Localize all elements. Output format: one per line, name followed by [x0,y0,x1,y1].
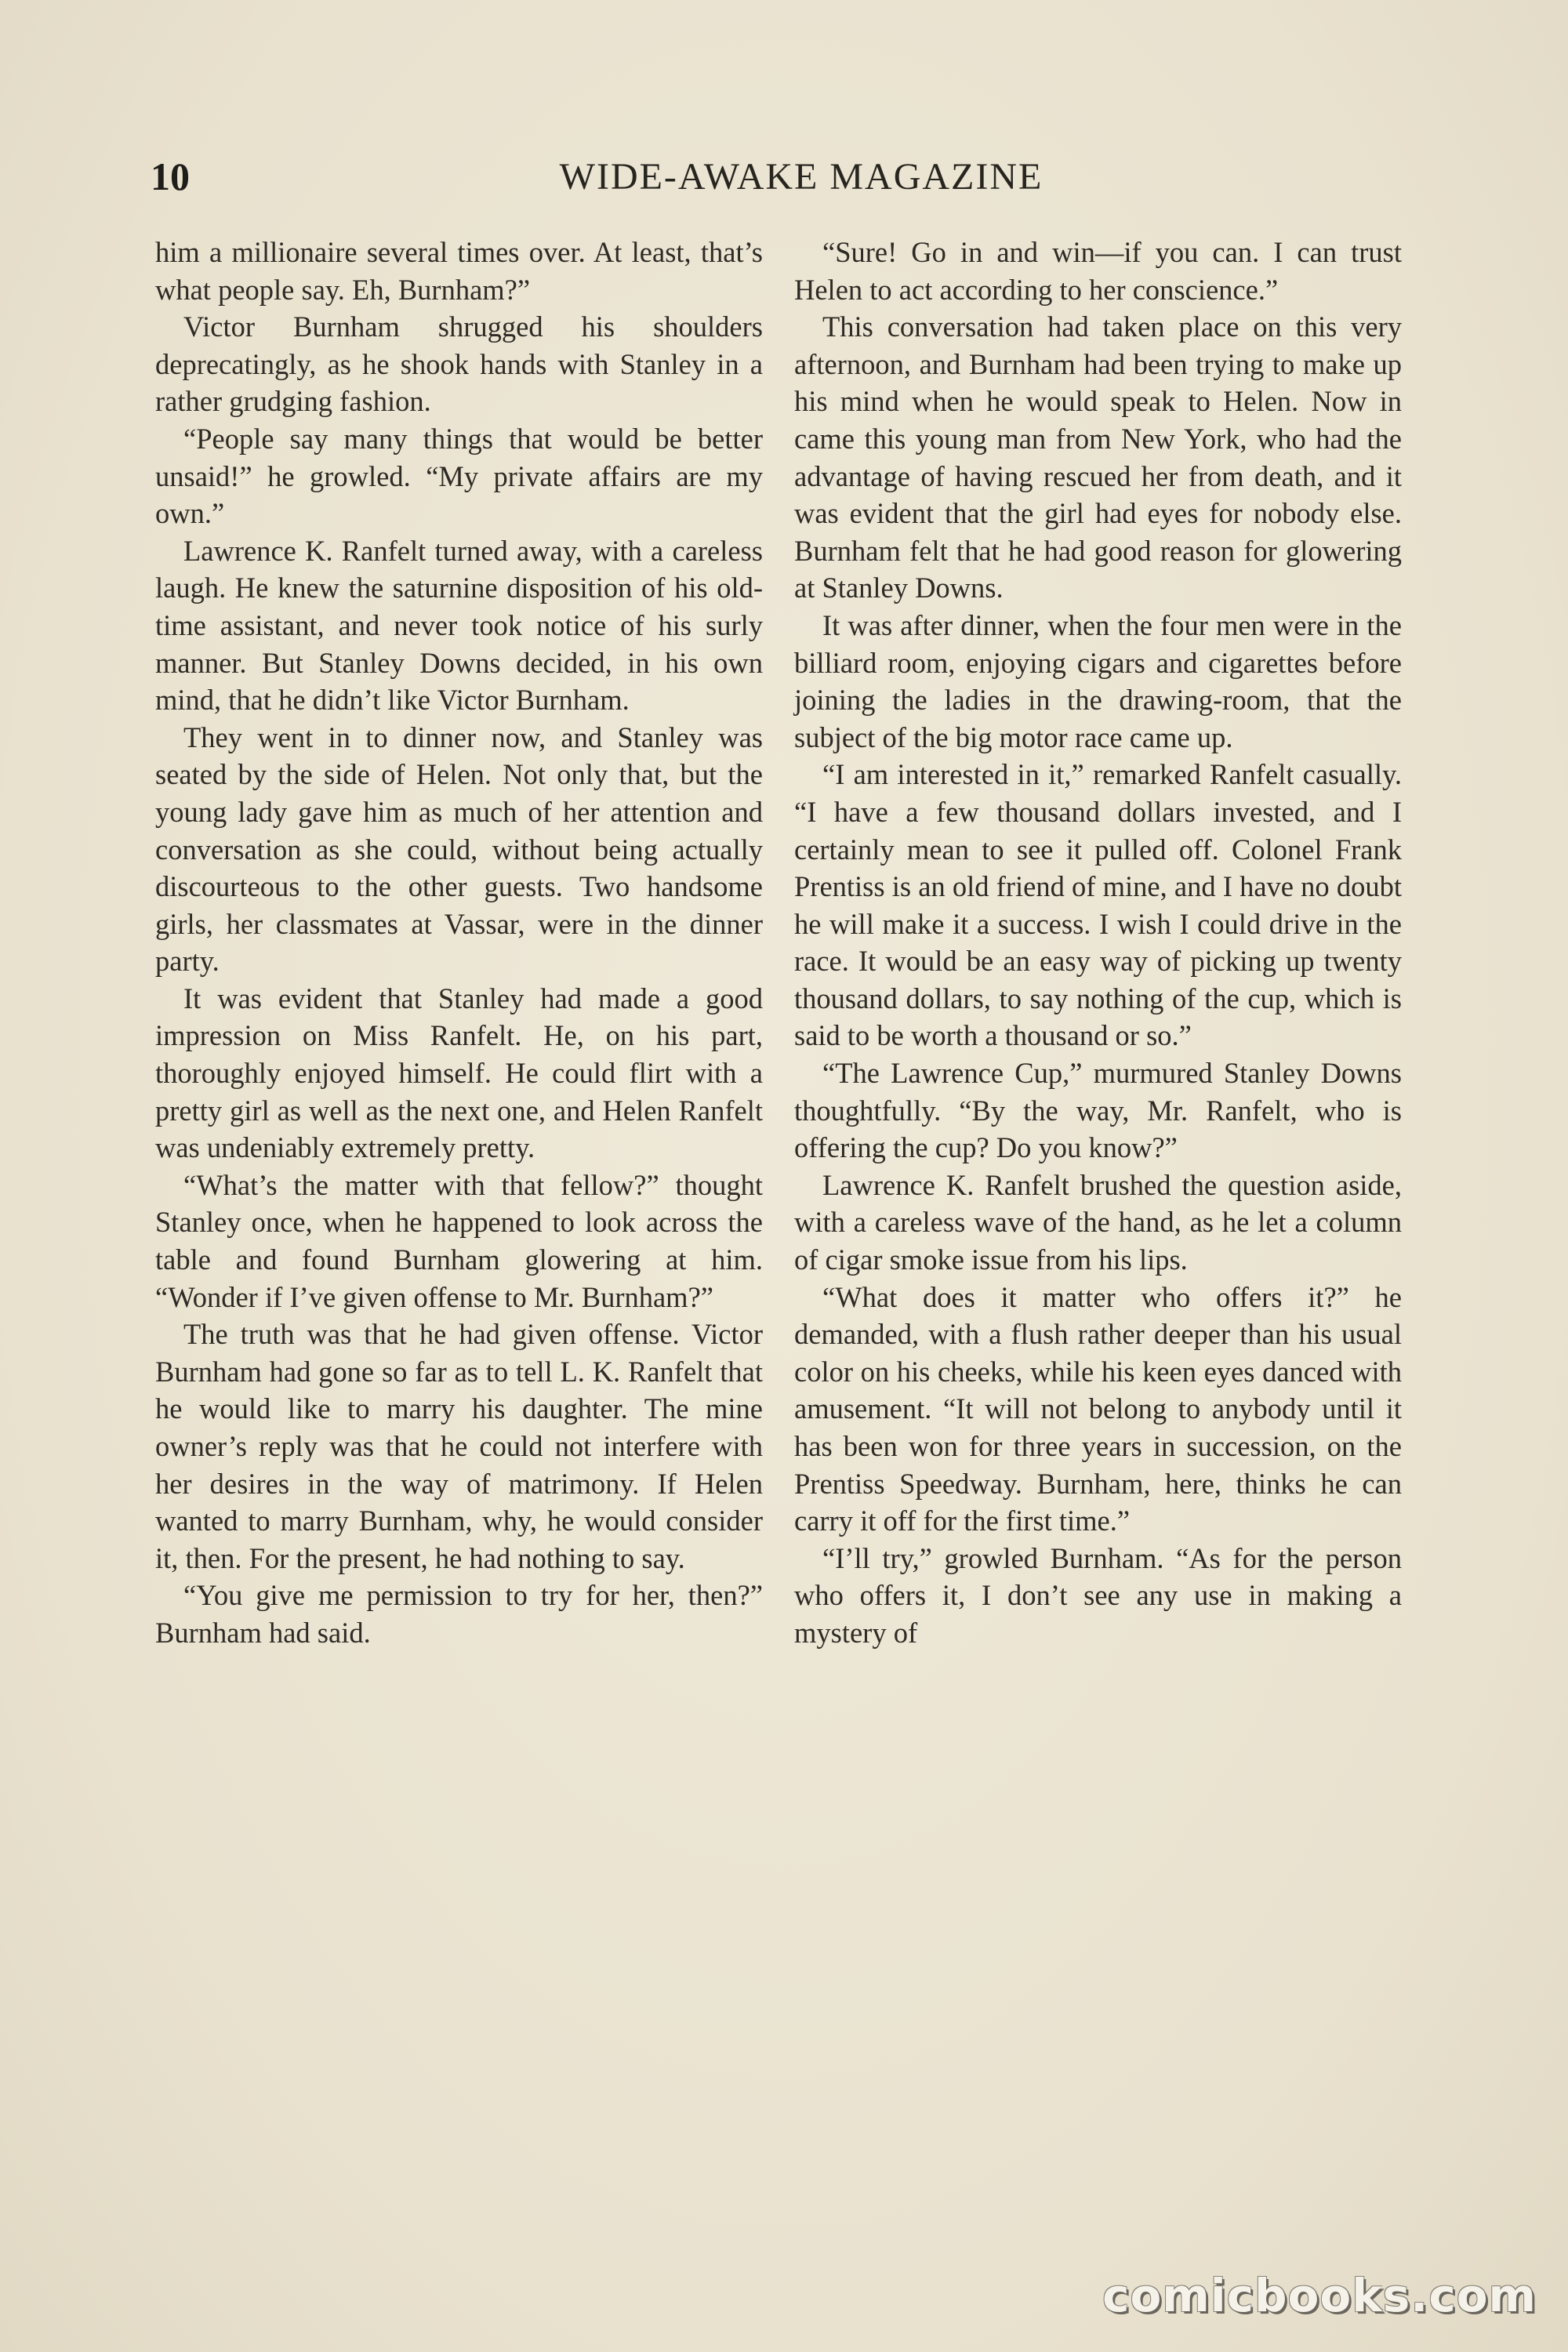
page-number: 10 [151,154,190,198]
paragraph: Lawrence K. Ranfelt brushed the question aside, with a careless wave of the hand, as he let a column of cigar smoke issue from his lips. [794,1168,1402,1276]
paragraph: “You give me permission to try for her, then?” Burnham had said. [155,1579,763,1649]
paragraph: It was after dinner, when the four men were in the billiard room, enjoying cigars and cigarettes before joining the ladies in the drawing-room, that the subject of the big motor race came up. [794,608,1402,753]
paragraph: The truth was that he had given offense. Victor Burnham had gone so far as to tell L. K. Ranfelt that he would like to marry his daughter. The mine owner’s reply was that he could not interfere with her desires in the way of matrimony. If Helen wanted to marry Burnham, why, he would consider it, then. For the present, he had nothing to say. [155,1318,763,1574]
watermark-logo: comicbooks.com [1102,2269,1537,2322]
paragraph: him a millionaire several times over. At least, that’s what people say. Eh, Burnham?” [155,236,763,306]
paragraph: “Sure! Go in and win—if you can. I can trust Helen to act according to her conscience.” [794,236,1402,306]
paragraph: “I’ll try,” growled Burnham. “As for the person who offers it, I don’t see any use in making a mystery of [794,1541,1402,1649]
paragraph: It was evident that Stanley had made a good impression on Miss Ranfelt. He, on his part, thoroughly enjoyed himself. He could flirt with a pretty girl as well as the next one, and Helen Ranfelt was undeniably extremely pretty. [155,982,763,1164]
paragraph: “People say many things that would be better unsaid!” he growled. “My private affairs are my own.” [155,422,763,530]
left-column [155,234,763,1652]
paragraph: “What’s the matter with that fellow?” thought Stanley once, when he happened to look across the table and found Burnham glowering at him. “Wonder if I’ve given offense to Mr. Burnham?” [155,1168,763,1313]
paragraph: “I am interested in it,” remarked Ranfelt casually. “I have a few thousand dollars invested, and I certainly mean to see it pulled off. Colonel Frank Prentiss is an old friend of mine, and I have no doubt he will make it a success. I wish I could drive in the race. It would be an easy way of picking up twenty thousand dollars, to say nothing of the cup, which is said to be worth a thousand or so.” [794,758,1402,1052]
paragraph: “The Lawrence Cup,” murmured Stanley Downs thoughtfully. “By the way, Mr. Ranfelt, who is offering the cup? Do you know?” [794,1057,1402,1164]
paragraph: Victor Burnham shrugged his shoulders deprecatingly, as he shook hands with Stanley in a rather grudging fashion. [155,310,763,418]
right-column [794,234,1402,1652]
paragraph: They went in to dinner now, and Stanley was seated by the side of Helen. Not only that, but the young lady gave him as much of her attention and conversation as she could, without being actually discourteous to the other guests. Two handsome girls, her classmates at Vassar, were in the dinner party. [155,720,763,978]
page-header [151,154,1405,209]
paragraph: This conversation had taken place on this very afternoon, and Burnham had been trying to make up his mind when he would speak to Helen. Now in came this young man from New York, who had the advantage of having rescued her from death, and it was evident that the girl had eyes for nobody else. Burnham felt that he had good reason for glowering at Stanley Downs. [794,310,1402,604]
paragraph: Lawrence K. Ranfelt turned away, with a careless laugh. He knew the saturnine disposition of his old-time assistant, and never took notice of his surly manner. But Stanley Downs decided, in his own mind, that he didn’t like Victor Burnham. [155,534,763,717]
running-title: WIDE-AWAKE MAGAZINE [559,156,1044,198]
paragraph: “What does it matter who offers it?” he demanded, with a flush rather deeper than his usual color on his cheeks, while his keen eyes danced with amusement. “It will not belong to anybody until it has been won for three years in succession, on the Prentiss Speedway. Burnham, here, thinks he can carry it off for the first time.” [794,1280,1402,1537]
